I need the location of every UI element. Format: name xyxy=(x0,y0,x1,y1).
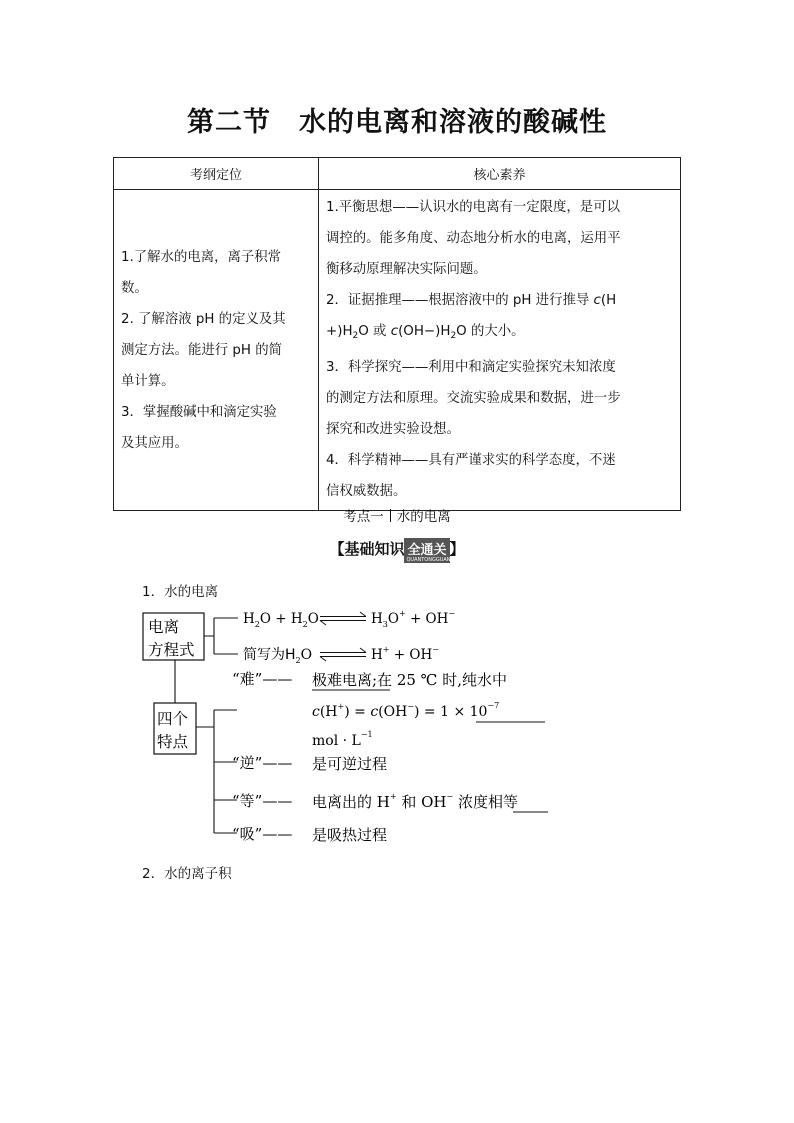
heading-water-ionization: 1．水的电离 xyxy=(142,584,219,600)
equation-short-products: H+ + OH− xyxy=(371,645,439,663)
banner-text: 【基础知识 xyxy=(329,540,405,558)
outline-line: 测定方法。能进行 pH 的简 xyxy=(121,342,282,358)
outline-line: 3．掌握酸碱中和滴定实验 xyxy=(121,404,277,420)
text-run: +)H xyxy=(326,324,353,339)
text-run: 2．证据推理——根据溶液中的 pH 进行推导 xyxy=(326,293,594,308)
header-core-literacy: 核心素养 xyxy=(319,158,681,190)
reversible-arrow-icon xyxy=(320,648,366,661)
outline-line: 2. 了解溶液 pH 的定义及其 xyxy=(121,311,286,327)
subscript: 2 xyxy=(352,331,359,341)
text-run: O 或 xyxy=(358,324,391,339)
literacy-line: 信权威数据。 xyxy=(326,484,407,499)
box-ionization-label: 电离 xyxy=(148,618,180,636)
text-run: (OH−)H xyxy=(398,324,451,339)
box-features-label: 特点 xyxy=(157,733,189,751)
feature-reversible-text: 是可逆过程 xyxy=(312,755,388,773)
equation-short: 简写为$H_2O$ xyxy=(243,647,313,665)
feature-endothermic-text: 是吸热过程 xyxy=(312,826,388,844)
section-name: 水的电离 xyxy=(396,509,451,525)
outline-line: 1.了解水的电离，离子积常 xyxy=(121,249,282,265)
subscript: 2 xyxy=(450,331,457,341)
text-run: (H xyxy=(600,293,617,308)
text-run: O 的大小。 xyxy=(456,324,525,339)
box-features-label: 四个 xyxy=(157,710,189,728)
bracket-features xyxy=(196,710,237,833)
text-run: c xyxy=(390,324,399,339)
feature-difficult-unit: mol · $L^{-1}$ xyxy=(312,730,373,749)
reversible-arrow-icon xyxy=(320,612,366,625)
outline-line: 及其应用。 xyxy=(121,435,188,451)
heading-ion-product: 2．水的离子积 xyxy=(142,866,232,882)
feature-difficult-label: “难”—— xyxy=(232,670,293,688)
literacy-line: 1.平衡思想——认识水的电离有一定限度，是可以 xyxy=(326,200,620,215)
feature-equal-label: “等”—— xyxy=(232,792,293,810)
literacy-line: 探究和改进实验设想。 xyxy=(326,422,460,437)
literacy-line: 4．科学精神——具有严谨求实的科学态度，不迷 xyxy=(326,453,616,468)
page-title: 第二节 水的电离和溶液的酸碱性 xyxy=(187,107,607,138)
text-run: c xyxy=(593,293,601,308)
badge-text: 全通关 xyxy=(407,543,447,558)
literacy-line: 调控的。能多角度、动态地分析水的电离，运用平 xyxy=(326,231,621,246)
feature-endothermic-label: “吸”—— xyxy=(232,825,293,843)
section-label: 考点一 xyxy=(343,509,384,525)
feature-equal-text: 电离出的 H+ 和 OH− 浓度相等 xyxy=(312,792,518,811)
literacy-line: 的测定方法和原理。交流实验成果和数据，进一步 xyxy=(326,391,621,406)
feature-difficult-equation: $c(H^+) = c(OH^-) = 1 \times 10^{-7}$ xyxy=(312,701,500,720)
feature-difficult-text: 极难电离;在 25 ℃ 时,纯水中 xyxy=(312,671,507,689)
literacy-line: 衡移动原理解决实际问题。 xyxy=(326,262,487,277)
feature-reversible-label: “逆”—— xyxy=(232,754,293,772)
box-ionization-label: 方程式 xyxy=(148,641,195,659)
banner-text: 】 xyxy=(449,540,465,558)
outline-line: 数。 xyxy=(121,280,148,296)
outline-line: 单计算。 xyxy=(121,373,175,389)
literacy-line: 3．科学探究——利用中和滴定实验探究未知浓度 xyxy=(326,360,616,375)
header-exam-outline: 考纲定位 xyxy=(114,158,319,190)
equation-full-products: $H_3O^+ + OH^-$ xyxy=(371,609,456,629)
equation-full: $H_2O + H_2O$ xyxy=(243,611,319,629)
badge-subtext: QUANTONGGUAN xyxy=(406,557,451,563)
bracket-equations xyxy=(204,618,238,654)
